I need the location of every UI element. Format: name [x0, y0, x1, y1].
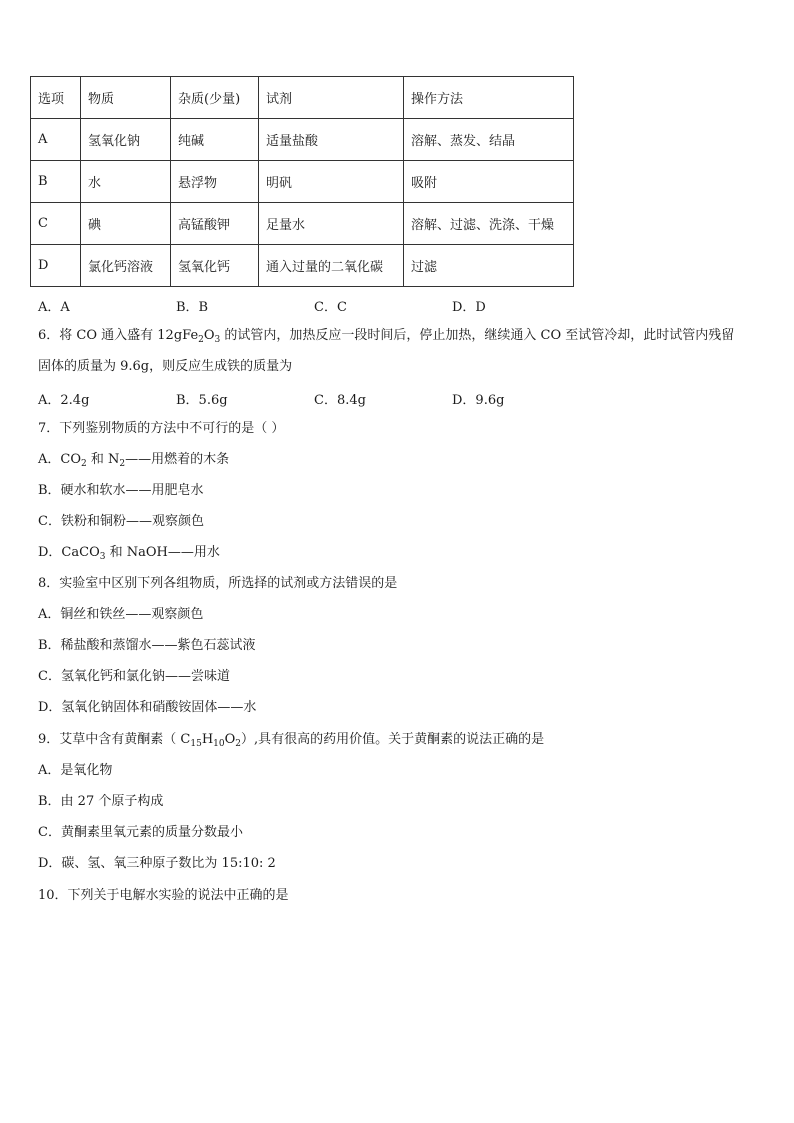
subscript: 10 — [213, 739, 225, 749]
q9-option-c: C．黄酮素里氧元素的质量分数最小 — [38, 825, 243, 840]
q8-option-b: B．稀盐酸和蒸馏水——紫色石蕊试液 — [38, 638, 256, 653]
table-row — [31, 203, 574, 245]
q6-text: O — [203, 328, 215, 343]
table-cell: 过滤 — [404, 245, 574, 287]
q8-option-c: C．氢氧化钙和氯化钠——尝味道 — [38, 669, 230, 684]
table-cell: D — [31, 245, 81, 287]
table-row — [31, 161, 574, 203]
table-cell: 氯化钙溶液 — [81, 245, 171, 287]
option-text: D．CaCO — [38, 545, 100, 560]
table-cell: C — [31, 203, 81, 245]
q8-option-d: D．氢氧化钠固体和硝酸铵固体——水 — [38, 700, 257, 715]
q6-choices — [38, 389, 738, 407]
option-text: A．CO — [38, 452, 81, 467]
subscript: 2 — [198, 335, 204, 345]
q6-stem-line2: 固体的质量为 9.6g，则反应生成铁的质量为 — [38, 359, 293, 374]
options-table — [30, 76, 574, 287]
choice-d: D．9.6g — [452, 393, 505, 408]
q8-option-a: A．铜丝和铁丝——观察颜色 — [38, 607, 204, 622]
table-cell: 高锰酸钾 — [171, 203, 259, 245]
table-header-cell: 试剂 — [259, 77, 404, 119]
q9-stem — [38, 731, 544, 749]
choice-b: B．5.6g — [176, 393, 228, 408]
q7-option-b: B．硬水和软水——用肥皂水 — [38, 483, 204, 498]
q9-text: O — [224, 732, 236, 747]
choice-b: B．B — [176, 300, 209, 315]
subscript: 15 — [190, 739, 202, 749]
table-header-cell: 物质 — [81, 77, 171, 119]
choice-a: A．2.4g — [38, 393, 90, 408]
subscript: 3 — [99, 552, 106, 562]
option-text: ——用燃着的木条 — [125, 452, 230, 467]
table-cell: 氢氧化钙 — [171, 245, 259, 287]
q7-option-d — [38, 544, 220, 562]
choice-a: A．A — [38, 300, 70, 315]
table-header-row — [31, 77, 574, 119]
subscript: 2 — [81, 459, 87, 469]
option-text: 和 N — [86, 452, 120, 467]
table-cell: 适量盐酸 — [259, 119, 404, 161]
table-cell: 氢氧化钠 — [81, 119, 171, 161]
table-cell: 水 — [81, 161, 171, 203]
q9-text: 9．艾草中含有黄酮素（ C — [38, 732, 191, 747]
table-cell: 足量水 — [259, 203, 404, 245]
q5-choices — [38, 296, 738, 314]
q9-option-a: A．是氧化物 — [38, 763, 113, 778]
table-header-cell: 操作方法 — [404, 77, 574, 119]
subscript: 2 — [235, 739, 242, 749]
subscript: 3 — [214, 335, 221, 345]
q9-text: H — [201, 732, 214, 747]
table-cell: A — [31, 119, 81, 161]
q9-text: ）,具有很高的药用价值。关于黄酮素的说法正确的是 — [241, 732, 545, 747]
q6-text: 6．将 CO 通入盛有 12gFe — [38, 328, 199, 343]
q6-text: 的试管内，加热反应一段时间后，停止加热，继续通入 CO 至试管冷却，此时试管内残留 — [220, 328, 735, 343]
table-cell: 明矾 — [259, 161, 404, 203]
choice-c: C．C — [314, 300, 347, 315]
table-cell: 纯碱 — [171, 119, 259, 161]
option-text: 和 NaOH——用水 — [105, 545, 220, 560]
subscript: 2 — [119, 459, 126, 469]
table-row — [31, 245, 574, 287]
table-cell: 悬浮物 — [171, 161, 259, 203]
q6-stem-line1 — [38, 327, 734, 345]
table-header-cell: 杂质(少量) — [171, 77, 259, 119]
table-cell: 溶解、蒸发、结晶 — [404, 119, 574, 161]
choice-d: D．D — [452, 300, 486, 315]
q9-option-d: D．碳、氢、氧三种原子数比为 15:10: 2 — [38, 856, 276, 871]
table-header-cell: 选项 — [31, 77, 81, 119]
q7-option-a — [38, 451, 229, 469]
choice-c: C．8.4g — [314, 393, 366, 408]
table-cell: 通入过量的二氧化碳 — [259, 245, 404, 287]
table-cell: 溶解、过滤、洗涤、干燥 — [404, 203, 574, 245]
table-cell: B — [31, 161, 81, 203]
table-cell: 吸附 — [404, 161, 574, 203]
q7-option-c: C．铁粉和铜粉——观察颜色 — [38, 514, 204, 529]
q8-stem: 8．实验室中区别下列各组物质，所选择的试剂或方法错误的是 — [38, 576, 398, 591]
q10-stem: 10．下列关于电解水实验的说法中正确的是 — [38, 888, 289, 903]
table-cell: 碘 — [81, 203, 171, 245]
q9-option-b: B．由 27 个原子构成 — [38, 794, 164, 809]
table-row — [31, 119, 574, 161]
q7-stem: 7．下列鉴别物质的方法中不可行的是（ ） — [38, 421, 285, 436]
